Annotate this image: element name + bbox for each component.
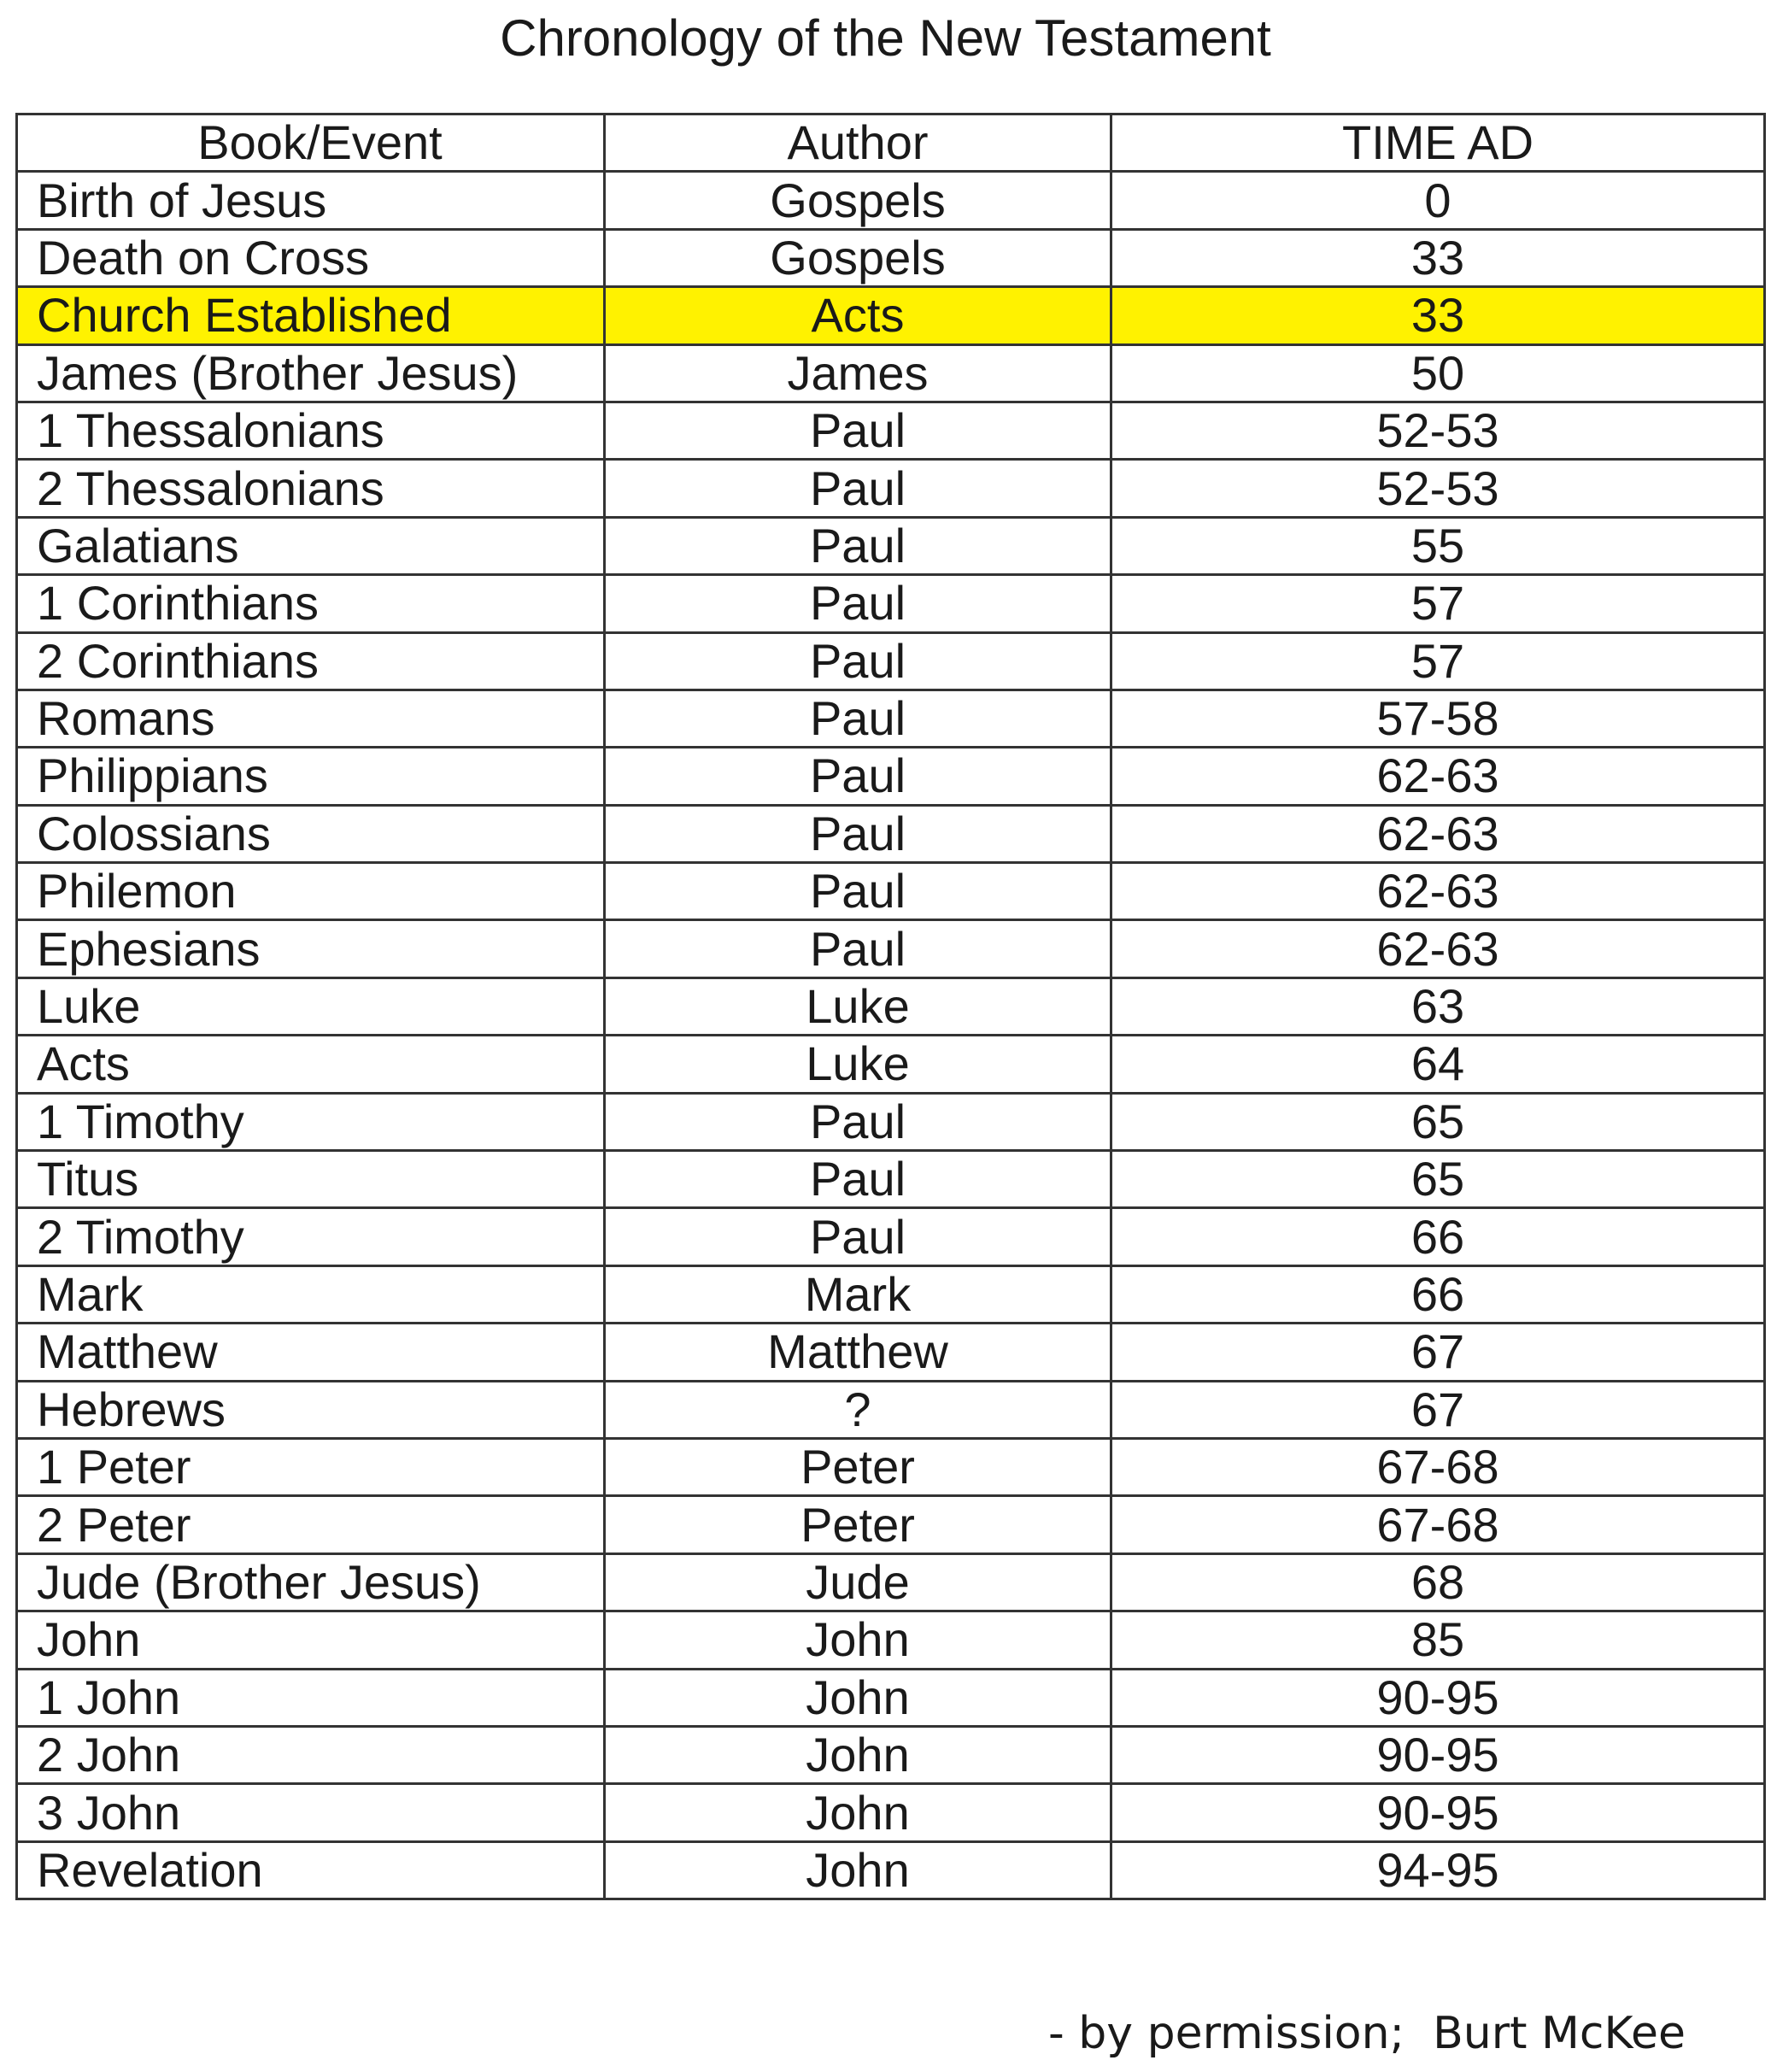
cell-time-ad: 66 [1111, 1265, 1765, 1323]
cell-time-ad: 67 [1111, 1324, 1765, 1381]
cell-time-ad: 64 [1111, 1036, 1765, 1093]
table-row [17, 1726, 1765, 1783]
cell-book-event: Hebrews [17, 1381, 605, 1438]
cell-author: James [605, 344, 1111, 402]
cell-time-ad: 90-95 [1111, 1726, 1765, 1783]
cell-author: Paul [605, 402, 1111, 459]
table-body [17, 172, 1765, 1899]
header-author: Author [605, 114, 1111, 172]
table-row [17, 805, 1765, 862]
cell-book-event: Titus [17, 1151, 605, 1208]
cell-time-ad: 55 [1111, 517, 1765, 574]
cell-book-event: James (Brother Jesus) [17, 344, 605, 402]
cell-book-event: Philippians [17, 748, 605, 805]
cell-time-ad: 33 [1111, 287, 1765, 344]
cell-book-event: Colossians [17, 805, 605, 862]
table-row [17, 1381, 1765, 1438]
cell-book-event: Death on Cross [17, 229, 605, 286]
cell-book-event: 2 Peter [17, 1496, 605, 1553]
chronology-table [15, 113, 1766, 1900]
cell-author: Acts [605, 287, 1111, 344]
cell-book-event: 1 Corinthians [17, 575, 605, 632]
cell-author: Paul [605, 748, 1111, 805]
table-row [17, 1784, 1765, 1841]
table-row [17, 460, 1765, 517]
table-row [17, 920, 1765, 977]
cell-book-event: John [17, 1611, 605, 1669]
cell-author: Mark [605, 1265, 1111, 1323]
cell-book-event: 2 Corinthians [17, 632, 605, 690]
cell-book-event: 2 Timothy [17, 1208, 605, 1265]
cell-time-ad: 50 [1111, 344, 1765, 402]
cell-author: Paul [605, 690, 1111, 747]
table-header-row [17, 114, 1765, 172]
cell-time-ad: 57 [1111, 632, 1765, 690]
cell-time-ad: 62-63 [1111, 805, 1765, 862]
cell-author: Paul [605, 863, 1111, 920]
cell-author: John [605, 1726, 1111, 1783]
page-title: Chronology of the New Testament [500, 9, 1271, 67]
cell-author: Paul [605, 1151, 1111, 1208]
cell-time-ad: 65 [1111, 1151, 1765, 1208]
table-row [17, 229, 1765, 286]
cell-book-event: Matthew [17, 1324, 605, 1381]
cell-time-ad: 0 [1111, 172, 1765, 229]
table-row [17, 1611, 1765, 1669]
table-row [17, 1151, 1765, 1208]
cell-time-ad: 66 [1111, 1208, 1765, 1265]
cell-book-event: Church Established [17, 287, 605, 344]
cell-author: John [605, 1669, 1111, 1726]
table-row [17, 863, 1765, 920]
cell-time-ad: 52-53 [1111, 460, 1765, 517]
header-time-ad: TIME AD [1111, 114, 1765, 172]
cell-author: Gospels [605, 172, 1111, 229]
cell-book-event: Acts [17, 1036, 605, 1093]
cell-author: John [605, 1841, 1111, 1899]
table-row [17, 1324, 1765, 1381]
cell-book-event: Jude (Brother Jesus) [17, 1553, 605, 1611]
cell-author: Luke [605, 1036, 1111, 1093]
cell-author: Jude [605, 1553, 1111, 1611]
cell-author: Paul [605, 632, 1111, 690]
cell-author: ? [605, 1381, 1111, 1438]
cell-time-ad: 63 [1111, 977, 1765, 1035]
table-row [17, 690, 1765, 747]
table-row [17, 402, 1765, 459]
cell-time-ad: 57-58 [1111, 690, 1765, 747]
cell-author: Peter [605, 1438, 1111, 1495]
cell-book-event: 3 John [17, 1784, 605, 1841]
cell-time-ad: 52-53 [1111, 402, 1765, 459]
table-row [17, 748, 1765, 805]
table-row [17, 1496, 1765, 1553]
cell-author: Paul [605, 575, 1111, 632]
table-row [17, 344, 1765, 402]
cell-time-ad: 62-63 [1111, 748, 1765, 805]
cell-time-ad: 68 [1111, 1553, 1765, 1611]
cell-time-ad: 67-68 [1111, 1496, 1765, 1553]
cell-time-ad: 85 [1111, 1611, 1765, 1669]
cell-author: John [605, 1611, 1111, 1669]
cell-author: Paul [605, 1208, 1111, 1265]
table-row [17, 1265, 1765, 1323]
cell-time-ad: 67-68 [1111, 1438, 1765, 1495]
credit-line: - by permission; Burt McKee [1047, 2008, 1686, 2059]
cell-book-event: 2 Thessalonians [17, 460, 605, 517]
table-row [17, 575, 1765, 632]
cell-author: Paul [605, 920, 1111, 977]
cell-book-event: Luke [17, 977, 605, 1035]
table-row [17, 1841, 1765, 1899]
cell-book-event: 1 Peter [17, 1438, 605, 1495]
cell-time-ad: 90-95 [1111, 1784, 1765, 1841]
cell-author: Luke [605, 977, 1111, 1035]
cell-author: Paul [605, 460, 1111, 517]
cell-book-event: 1 Thessalonians [17, 402, 605, 459]
cell-book-event: 2 John [17, 1726, 605, 1783]
header-book-event: Book/Event [17, 114, 605, 172]
cell-author: Paul [605, 1093, 1111, 1150]
cell-book-event: Romans [17, 690, 605, 747]
cell-book-event: 1 Timothy [17, 1093, 605, 1150]
cell-author: John [605, 1784, 1111, 1841]
cell-book-event: Galatians [17, 517, 605, 574]
table-row [17, 1438, 1765, 1495]
table-row [17, 172, 1765, 229]
cell-time-ad: 33 [1111, 229, 1765, 286]
table-row [17, 287, 1765, 344]
cell-author: Gospels [605, 229, 1111, 286]
table-row [17, 1036, 1765, 1093]
table-row [17, 1093, 1765, 1150]
cell-author: Paul [605, 517, 1111, 574]
cell-book-event: Birth of Jesus [17, 172, 605, 229]
cell-book-event: Revelation [17, 1841, 605, 1899]
cell-time-ad: 94-95 [1111, 1841, 1765, 1899]
cell-time-ad: 57 [1111, 575, 1765, 632]
table-row [17, 977, 1765, 1035]
cell-time-ad: 90-95 [1111, 1669, 1765, 1726]
table-row [17, 632, 1765, 690]
cell-time-ad: 67 [1111, 1381, 1765, 1438]
cell-time-ad: 65 [1111, 1093, 1765, 1150]
cell-author: Peter [605, 1496, 1111, 1553]
cell-book-event: Philemon [17, 863, 605, 920]
table-row [17, 517, 1765, 574]
cell-book-event: 1 John [17, 1669, 605, 1726]
cell-time-ad: 62-63 [1111, 863, 1765, 920]
cell-author: Matthew [605, 1324, 1111, 1381]
table-row [17, 1208, 1765, 1265]
cell-book-event: Ephesians [17, 920, 605, 977]
cell-author: Paul [605, 805, 1111, 862]
cell-book-event: Mark [17, 1265, 605, 1323]
table-row [17, 1553, 1765, 1611]
table-row [17, 1669, 1765, 1726]
cell-time-ad: 62-63 [1111, 920, 1765, 977]
